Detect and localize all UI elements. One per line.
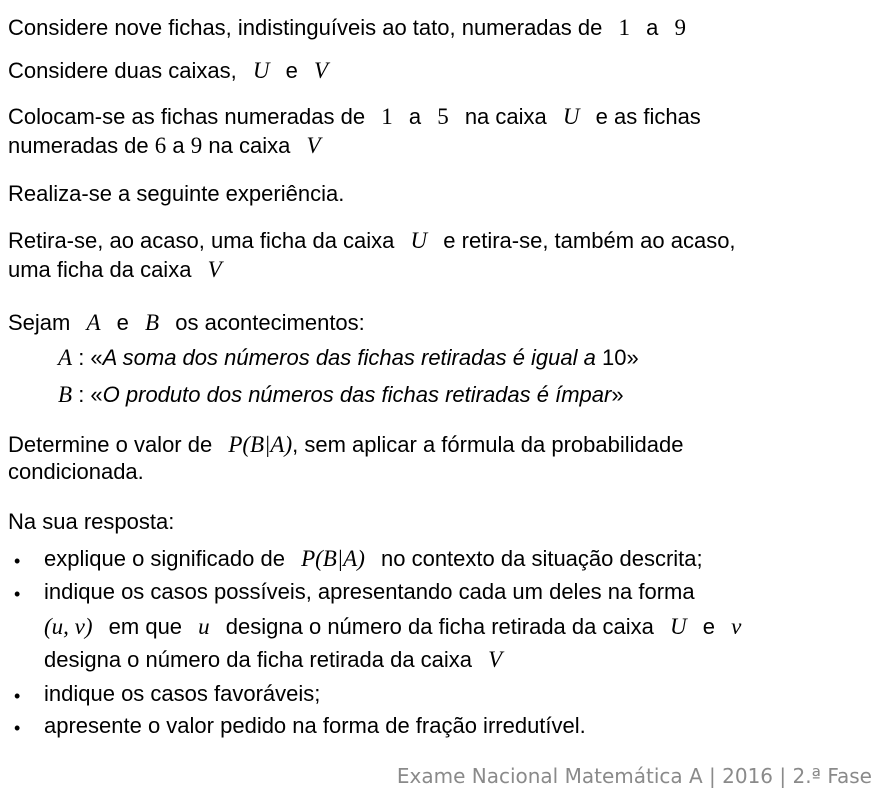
- number-1: 1: [618, 15, 630, 40]
- number-9: 9: [190, 133, 203, 158]
- intro-text-2: Considere duas caixas,: [8, 58, 237, 83]
- event-a-symbol: A: [86, 310, 101, 335]
- bullet-icon: •: [14, 551, 21, 571]
- bullet-item-3: [44, 681, 320, 707]
- placement-text: Colocam-se as fichas numeradas de: [8, 104, 366, 129]
- draw-text: Retira-se, ao acaso, uma ficha da caixa: [8, 228, 395, 253]
- placement-line-1: [8, 104, 701, 130]
- box-v-symbol: V: [207, 257, 222, 282]
- bullet-text: explique o significado de: [44, 546, 285, 571]
- placement-line-2: [8, 133, 321, 159]
- number-6: 6: [154, 133, 167, 158]
- box-u-symbol: U: [562, 104, 580, 129]
- experiment-line: [8, 181, 344, 207]
- box-v-symbol: V: [306, 133, 321, 158]
- bullet-item-4: [44, 713, 586, 739]
- event-b-symbol: B: [58, 382, 73, 407]
- task-text: , sem aplicar a fórmula da probabilidade: [292, 432, 684, 457]
- event-close: »: [611, 382, 624, 407]
- bullet-item-2-line-3: [44, 647, 502, 673]
- box-v-symbol: V: [488, 647, 503, 672]
- event-a-number: 10: [602, 345, 627, 370]
- bullet-text: designa o número da ficha retirada da caixa: [225, 614, 654, 639]
- box-u-symbol: U: [669, 614, 687, 639]
- bullet-item-2-line-1: [44, 579, 695, 605]
- word-a: a: [172, 133, 185, 158]
- events-text: Sejam: [8, 310, 71, 335]
- placement-text: e as fichas: [595, 104, 701, 129]
- experiment-text: Realiza-se a seguinte experiência.: [8, 181, 345, 206]
- word-e: e: [116, 310, 129, 335]
- word-a: a: [646, 15, 659, 40]
- bullet-text: no contexto da situação descrita;: [381, 546, 703, 571]
- task-line-2: [8, 459, 144, 485]
- placement-text: numeradas de: [8, 133, 149, 158]
- event-separator: : «: [78, 345, 103, 370]
- bullet-text: indique os casos possíveis, apresentando cada um deles na forma: [44, 579, 695, 604]
- conditional-probability-expression: P(B|A): [228, 432, 293, 457]
- event-a-symbol: A: [58, 345, 73, 370]
- event-close: »: [626, 345, 639, 370]
- task-text: condicionada.: [8, 459, 144, 484]
- bullet-text: apresente o valor pedido na forma de fração irredutível.: [44, 713, 586, 738]
- number-1: 1: [381, 104, 393, 129]
- bullet-icon: •: [14, 584, 21, 604]
- word-a: a: [408, 104, 422, 129]
- bullet-text: em que: [108, 614, 183, 639]
- event-b-symbol: B: [145, 310, 160, 335]
- bullet-text: designa o número da ficha retirada da caixa: [44, 647, 473, 672]
- box-v-symbol: V: [313, 58, 328, 83]
- bullet-text: indique os casos favoráveis;: [44, 681, 321, 706]
- draw-text: uma ficha da caixa: [8, 257, 192, 282]
- placement-text: na caixa: [464, 104, 547, 129]
- bullet-item-2-line-2: [44, 614, 741, 640]
- exam-source-footer: Exame Nacional Matemática A | 2016 | 2.ª Fase: [396, 764, 872, 788]
- task-line-1: [8, 432, 683, 458]
- answer-intro-text: Na sua resposta:: [8, 509, 175, 534]
- bullet-icon: •: [14, 718, 21, 738]
- word-e: e: [702, 614, 715, 639]
- conditional-probability-expression: P(B|A): [301, 546, 365, 571]
- number-9: 9: [674, 15, 686, 40]
- pair-expression: (u, v): [44, 614, 93, 639]
- placement-text: na caixa: [208, 133, 291, 158]
- answer-intro: [8, 509, 174, 535]
- box-u-symbol: U: [252, 58, 270, 83]
- u-symbol: u: [198, 614, 210, 639]
- intro-line-2: [8, 58, 328, 84]
- draw-line-1: [8, 228, 736, 254]
- v-symbol: v: [731, 614, 742, 639]
- intro-text: Considere nove fichas, indistinguíveis ao tato, numeradas de: [8, 15, 603, 40]
- event-a-definition: [58, 345, 639, 371]
- bullet-item-1: [44, 546, 703, 572]
- intro-line-1: [8, 15, 686, 41]
- event-b-definition: [58, 382, 624, 408]
- draw-line-2: [8, 257, 222, 283]
- draw-text: e retira-se, também ao acaso,: [443, 228, 736, 253]
- events-text: os acontecimentos:: [175, 310, 365, 335]
- events-intro: [8, 310, 365, 336]
- box-u-symbol: U: [410, 228, 428, 253]
- bullet-icon: •: [14, 686, 21, 706]
- event-separator: : «: [78, 382, 103, 407]
- number-5: 5: [437, 104, 449, 129]
- event-a-text: A soma dos números das fichas retiradas é igual a: [102, 345, 596, 370]
- word-e: e: [285, 58, 298, 83]
- task-text: Determine o valor de: [8, 432, 213, 457]
- event-b-text: O produto dos números das fichas retiradas é ímpar: [102, 382, 612, 407]
